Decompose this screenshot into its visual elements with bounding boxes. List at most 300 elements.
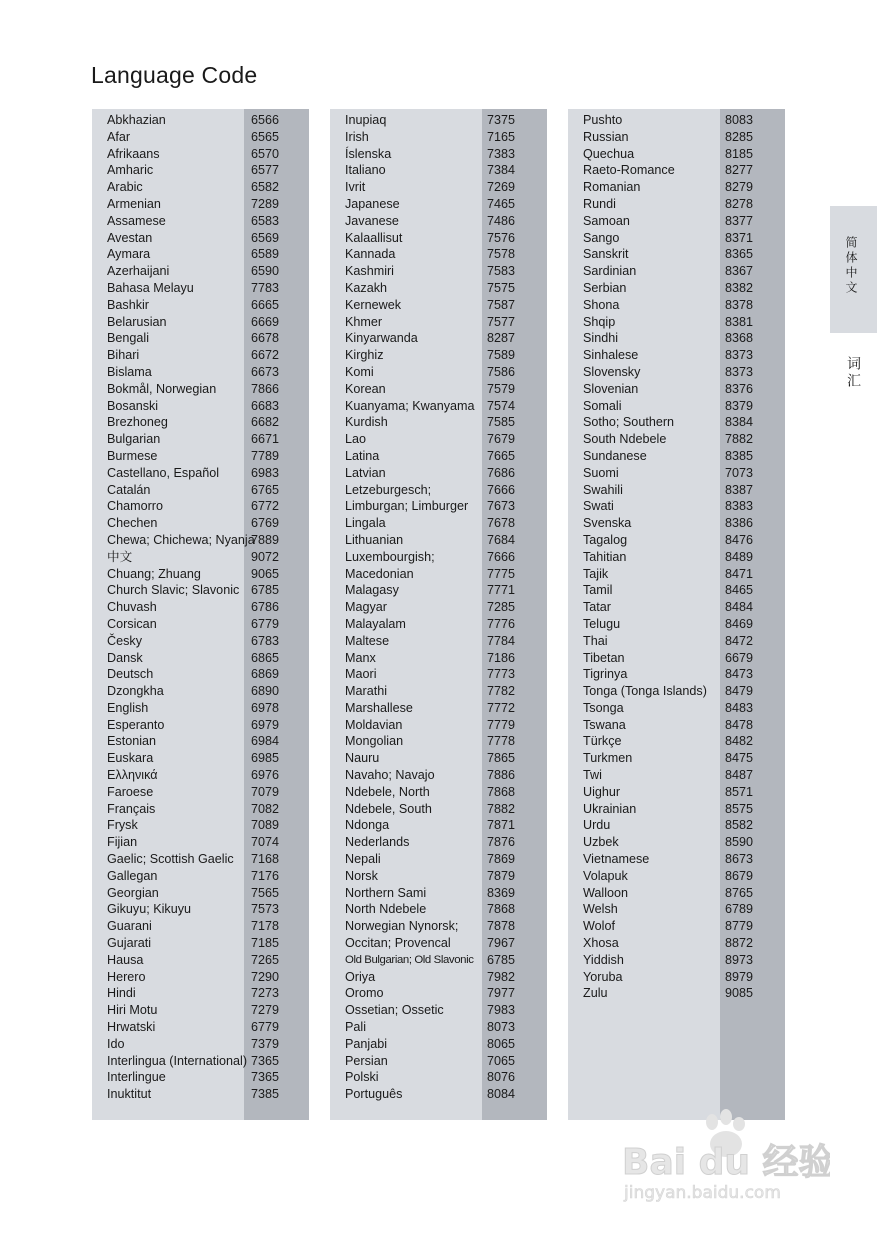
table-row	[330, 179, 547, 196]
language-code: 7967	[487, 936, 516, 951]
table-row	[92, 280, 309, 297]
language-name: Navaho; Navajo	[345, 768, 435, 783]
language-code: 6577	[251, 163, 280, 178]
language-code: 7574	[487, 398, 516, 413]
table-row	[330, 381, 547, 398]
language-name: Kannada	[345, 247, 396, 262]
language-name: Estonian	[107, 734, 157, 749]
watermark-brand-text: Bai du 经验	[622, 1142, 830, 1183]
language-name: Khmer	[345, 314, 383, 329]
language-name: Slovensky	[583, 364, 641, 379]
language-code: 6566	[251, 113, 280, 127]
language-name: Tibetan	[583, 650, 625, 665]
language-name: Wolof	[583, 919, 615, 934]
language-code: 8487	[725, 768, 754, 783]
language-name: Turkmen	[583, 751, 633, 766]
language-name: Shona	[583, 297, 620, 312]
language-code: 8278	[725, 196, 754, 211]
table-row	[568, 784, 785, 801]
language-code: 8371	[725, 230, 754, 245]
language-code: 7269	[487, 180, 516, 195]
table-row	[330, 901, 547, 918]
language-name: Hrwatski	[107, 1020, 156, 1035]
table-row	[568, 817, 785, 834]
language-name: Afrikaans	[107, 146, 160, 161]
language-code: 8765	[725, 885, 754, 900]
table-row	[330, 263, 547, 280]
table-row	[92, 801, 309, 818]
language-code: 7678	[487, 516, 516, 531]
language-code: 8279	[725, 180, 754, 195]
language-name: Sardinian	[583, 264, 637, 279]
table-row	[330, 952, 547, 969]
language-name: Corsican	[107, 616, 157, 631]
language-name: Nederlands	[345, 835, 410, 850]
table-row	[92, 868, 309, 885]
language-name: Sinhalese	[583, 348, 639, 363]
language-name: Irish	[345, 129, 369, 144]
language-code: 6789	[725, 902, 754, 917]
language-name: Nepali	[345, 852, 381, 867]
language-name: Urdu	[583, 818, 611, 833]
language-code: 8471	[725, 566, 754, 581]
table-row	[92, 901, 309, 918]
table-row	[568, 666, 785, 683]
language-code: 7789	[251, 448, 280, 463]
language-code: 7279	[251, 1003, 280, 1018]
table-row	[92, 885, 309, 902]
language-name: Marshallese	[345, 700, 413, 715]
table-row	[330, 969, 547, 986]
table-row	[568, 162, 785, 179]
language-code: 7982	[487, 969, 516, 984]
table-row	[330, 985, 547, 1002]
table-row	[330, 666, 547, 683]
language-name: Marathi	[345, 684, 387, 699]
language-code: 6865	[251, 650, 280, 665]
table-row	[92, 129, 309, 146]
language-name: Malagasy	[345, 583, 399, 598]
table-row	[330, 1053, 547, 1070]
language-column-1	[92, 109, 309, 1120]
language-name: Hindi	[107, 986, 136, 1001]
language-code: 6984	[251, 734, 280, 749]
table-row	[330, 700, 547, 717]
table-row	[330, 297, 547, 314]
table-row	[330, 314, 547, 331]
table-row	[330, 817, 547, 834]
table-row	[92, 851, 309, 868]
table-row	[92, 297, 309, 314]
table-row	[92, 582, 309, 599]
language-name: Xhosa	[583, 936, 619, 951]
table-row	[568, 935, 785, 952]
language-name: Komi	[345, 364, 374, 379]
table-row	[568, 599, 785, 616]
language-code: 6583	[251, 213, 280, 228]
language-code: 7773	[487, 667, 516, 682]
language-code: 7772	[487, 700, 516, 715]
table-row	[92, 448, 309, 465]
table-row	[568, 650, 785, 667]
language-name: Maltese	[345, 633, 390, 648]
language-name: Catalán	[107, 482, 151, 497]
language-name: Brezhoneg	[107, 415, 168, 430]
table-row	[330, 498, 547, 515]
language-name: Belarusian	[107, 314, 167, 329]
language-code: 8979	[725, 969, 754, 984]
language-name: Ndebele, North	[345, 784, 430, 799]
language-name: Ossetian; Ossetic	[345, 1003, 444, 1018]
language-name: Tswana	[583, 717, 626, 732]
table-row	[568, 179, 785, 196]
table-row	[568, 465, 785, 482]
language-code: 8277	[725, 163, 754, 178]
table-row	[568, 683, 785, 700]
language-code: 7866	[251, 381, 280, 396]
language-code: 7589	[487, 348, 516, 363]
language-code: 7379	[251, 1036, 280, 1051]
table-row	[330, 616, 547, 633]
language-name: Uzbek	[583, 835, 619, 850]
language-name: Kalaallisut	[345, 230, 403, 245]
language-code: 8382	[725, 280, 754, 295]
language-code: 7865	[487, 751, 516, 766]
language-name: Pushto	[583, 113, 623, 127]
language-code: 8575	[725, 801, 754, 816]
language-code: 7782	[487, 684, 516, 699]
language-name: Chewa; Chichewa; Nyanja	[107, 532, 255, 547]
language-code: 6786	[251, 600, 280, 615]
language-code: 8369	[487, 885, 516, 900]
language-name: Euskara	[107, 751, 154, 766]
language-code: 7886	[487, 768, 516, 783]
language-name: Latvian	[345, 465, 386, 480]
table-row	[330, 364, 547, 381]
language-name: Bislama	[107, 364, 152, 379]
table-row	[330, 196, 547, 213]
language-name: Sotho; Southern	[583, 415, 675, 430]
language-name: Polski	[345, 1070, 379, 1085]
language-code: 6869	[251, 667, 280, 682]
table-row	[568, 616, 785, 633]
language-code: 7679	[487, 432, 516, 447]
table-row	[92, 1086, 309, 1103]
language-code: 8973	[725, 952, 754, 967]
section-label: 词汇	[845, 356, 861, 390]
language-code: 8479	[725, 684, 754, 699]
table-row	[92, 246, 309, 263]
table-row	[92, 969, 309, 986]
language-code: 8084	[487, 1087, 516, 1102]
language-code: 7983	[487, 1003, 516, 1018]
language-name: Česky	[107, 633, 142, 648]
language-name: Ndebele, South	[345, 801, 432, 816]
table-row	[568, 901, 785, 918]
table-row	[568, 398, 785, 415]
language-code: 8469	[725, 616, 754, 631]
table-row	[92, 414, 309, 431]
table-row	[92, 1002, 309, 1019]
language-code: 7168	[251, 852, 280, 867]
language-name: Russian	[583, 129, 629, 144]
table-row	[568, 414, 785, 431]
language-name: Church Slavic; Slavonic	[107, 583, 240, 598]
table-row	[330, 784, 547, 801]
language-code: 8185	[725, 146, 754, 161]
language-name: Tahitian	[583, 549, 627, 564]
table-row	[330, 129, 547, 146]
language-code: 6678	[251, 331, 280, 346]
language-name: Samoan	[583, 213, 630, 228]
table-row	[92, 398, 309, 415]
language-name: Tagalog	[583, 532, 628, 547]
language-name: Gallegan	[107, 868, 158, 883]
language-name: Ελληνικά	[107, 768, 158, 783]
table-row	[92, 532, 309, 549]
language-code: 8387	[725, 482, 754, 497]
table-row	[330, 885, 547, 902]
table-row	[568, 918, 785, 935]
table-row	[330, 717, 547, 734]
table-row	[92, 733, 309, 750]
language-name: Manx	[345, 650, 376, 665]
table-row	[330, 398, 547, 415]
table-row	[330, 1069, 547, 1086]
sidebar-tab-simplified-chinese[interactable]	[830, 206, 877, 333]
language-name: Norwegian Nynorsk;	[345, 919, 459, 934]
table-row	[92, 717, 309, 734]
language-name: Twi	[583, 768, 602, 783]
table-row	[568, 314, 785, 331]
language-code: 7784	[487, 633, 516, 648]
language-code: 8383	[725, 499, 754, 514]
language-code: 8287	[487, 331, 516, 346]
language-name: Norsk	[345, 868, 378, 883]
table-row	[330, 935, 547, 952]
language-code: 6569	[251, 230, 280, 245]
table-row	[330, 801, 547, 818]
language-code: 8385	[725, 448, 754, 463]
language-code: 7082	[251, 801, 280, 816]
language-name: Inupiaq	[345, 113, 387, 127]
table-row	[568, 969, 785, 986]
language-name: Yiddish	[583, 952, 624, 967]
table-row	[330, 230, 547, 247]
table-row	[330, 347, 547, 364]
language-name: Aymara	[107, 247, 151, 262]
language-code: 8476	[725, 532, 754, 547]
table-row	[92, 213, 309, 230]
table-row	[92, 616, 309, 633]
table-row	[568, 717, 785, 734]
table-row	[568, 515, 785, 532]
language-code: 7673	[487, 499, 516, 514]
language-code: 6978	[251, 700, 280, 715]
language-code: 8365	[725, 247, 754, 262]
language-name: Lithuanian	[345, 532, 404, 547]
language-name: Macedonian	[345, 566, 414, 581]
language-name: Esperanto	[107, 717, 165, 732]
language-name: Abkhazian	[107, 113, 166, 127]
table-row	[568, 230, 785, 247]
language-list	[568, 112, 785, 1002]
language-code: 6679	[725, 650, 754, 665]
language-code: 7289	[251, 196, 280, 211]
table-row	[568, 868, 785, 885]
table-row	[330, 918, 547, 935]
language-code: 7385	[251, 1087, 280, 1102]
language-code: 6582	[251, 180, 280, 195]
language-name: Telugu	[583, 616, 621, 631]
language-name: Chamorro	[107, 499, 163, 514]
table-row	[568, 582, 785, 599]
table-row	[330, 1036, 547, 1053]
language-code: 7486	[487, 213, 516, 228]
language-name: Malayalam	[345, 616, 406, 631]
language-code: 6772	[251, 499, 280, 514]
language-code: 7265	[251, 952, 280, 967]
language-code: 7783	[251, 280, 280, 295]
language-name: Português	[345, 1087, 403, 1102]
language-code: 7273	[251, 986, 280, 1001]
language-name: Svenska	[583, 516, 632, 531]
table-row	[92, 465, 309, 482]
language-name: Georgian	[107, 885, 159, 900]
language-name: Tigrinya	[583, 667, 628, 682]
language-code: 7186	[487, 650, 516, 665]
sidebar-tab-label: 简体中文	[844, 236, 858, 296]
language-code: 8484	[725, 600, 754, 615]
language-name: Hausa	[107, 952, 144, 967]
table-row	[92, 230, 309, 247]
table-row	[568, 431, 785, 448]
language-code: 6682	[251, 415, 280, 430]
language-name: Oromo	[345, 986, 384, 1001]
language-name: Old Bulgarian; Old Slavonic	[345, 953, 474, 966]
language-code: 7185	[251, 936, 280, 951]
language-code: 7384	[487, 163, 516, 178]
language-code: 8379	[725, 398, 754, 413]
language-name: Dansk	[107, 650, 143, 665]
table-row	[568, 985, 785, 1002]
language-name: Somali	[583, 398, 622, 413]
language-code: 8377	[725, 213, 754, 228]
language-name: Thai	[583, 633, 608, 648]
language-code: 8373	[725, 364, 754, 379]
table-row	[92, 364, 309, 381]
table-row	[330, 465, 547, 482]
page-title: Language Code	[91, 62, 258, 88]
language-code: 7882	[487, 801, 516, 816]
language-name: Vietnamese	[583, 852, 650, 867]
table-row	[330, 482, 547, 499]
baidu-paw-logo-icon	[620, 1108, 830, 1208]
language-name: Tatar	[583, 600, 611, 615]
language-code: 6985	[251, 751, 280, 766]
language-code: 8378	[725, 297, 754, 312]
language-name: Sindhi	[583, 331, 619, 346]
language-name: Chuang; Zhuang	[107, 566, 201, 581]
language-code: 6590	[251, 264, 280, 279]
language-name: Bahasa Melayu	[107, 280, 194, 295]
language-name: Amharic	[107, 163, 154, 178]
language-name: Bengali	[107, 331, 150, 346]
language-code: 7684	[487, 532, 516, 547]
language-name: Ukrainian	[583, 801, 637, 816]
language-name: South Ndebele	[583, 432, 667, 447]
table-row	[330, 582, 547, 599]
language-code: 7882	[725, 432, 754, 447]
language-name: Kazakh	[345, 280, 388, 295]
table-row	[330, 431, 547, 448]
language-name: Interlingua (International)	[107, 1053, 248, 1068]
language-name: Herero	[107, 969, 146, 984]
language-code: 7578	[487, 247, 516, 262]
language-code: 6785	[487, 952, 516, 967]
language-name: Dzongkha	[107, 684, 164, 699]
language-code: 7977	[487, 986, 516, 1001]
language-code: 6979	[251, 717, 280, 732]
language-code: 7375	[487, 113, 516, 127]
table-row	[330, 280, 547, 297]
language-name: Fijian	[107, 835, 138, 850]
language-code: 8368	[725, 331, 754, 346]
language-code: 6589	[251, 247, 280, 262]
language-code: 7579	[487, 381, 516, 396]
language-name: Hiri Motu	[107, 1003, 158, 1018]
table-row	[568, 885, 785, 902]
table-row	[92, 196, 309, 213]
table-row	[568, 129, 785, 146]
table-row	[568, 952, 785, 969]
table-row	[92, 263, 309, 280]
language-code: 6665	[251, 297, 280, 312]
language-name: North Ndebele	[345, 902, 427, 917]
language-name: Français	[107, 801, 156, 816]
language-code: 7771	[487, 583, 516, 598]
language-name: Latina	[345, 448, 380, 463]
language-code: 6673	[251, 364, 280, 379]
table-row	[568, 633, 785, 650]
language-name: Welsh	[583, 902, 618, 917]
table-row	[330, 767, 547, 784]
language-name: Azerhaijani	[107, 264, 170, 279]
language-name: Serbian	[583, 280, 627, 295]
language-code: 9085	[725, 986, 754, 1001]
language-name: Romanian	[583, 180, 641, 195]
language-code: 7583	[487, 264, 516, 279]
language-name: Limburgan; Limburger	[345, 499, 469, 514]
language-list	[330, 112, 547, 1103]
table-row	[568, 566, 785, 583]
language-code: 8384	[725, 415, 754, 430]
language-code: 7573	[251, 902, 280, 917]
table-row	[568, 246, 785, 263]
table-row	[92, 666, 309, 683]
language-code: 8475	[725, 751, 754, 766]
language-name: Tsonga	[583, 700, 624, 715]
language-name: Interlingue	[107, 1070, 166, 1085]
language-code: 7666	[487, 549, 516, 564]
language-code: 8483	[725, 700, 754, 715]
language-name: Chuvash	[107, 600, 157, 615]
table-row	[92, 817, 309, 834]
language-code: 8472	[725, 633, 754, 648]
language-code: 7779	[487, 717, 516, 732]
language-code: 6769	[251, 516, 280, 531]
language-name: Sanskrit	[583, 247, 629, 262]
